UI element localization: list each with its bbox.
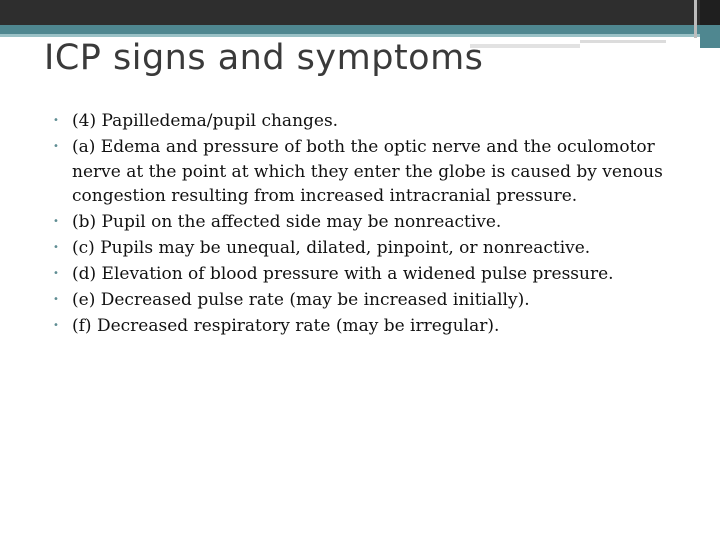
slide-title: ICP signs and symptoms [44,38,484,78]
bullet-text: (4) Papilledema/pupil changes. [72,111,339,131]
bullet-dot-icon: • [53,242,59,253]
bullet-text: (d) Elevation of blood pressure with a widened pulse pressure. [72,264,614,284]
bullet-dot-icon: • [53,141,59,152]
top-teal-light-bar [0,34,720,37]
bullet-dot-icon: • [53,115,59,126]
top-dark-bar [0,0,720,25]
bullet-item [50,109,690,134]
bullet-item [50,288,690,313]
corner-block-dark [700,0,720,25]
bullet-text: (e) Decreased pulse rate (may be increased initially). [72,290,530,310]
accent-line [470,44,580,48]
bullet-dot-icon: • [53,216,59,227]
top-teal-bar [0,25,720,34]
bullet-item [50,262,690,287]
bullet-text: (b) Pupil on the affected side may be nonreactive. [72,212,502,232]
bullet-item [50,135,690,209]
corner-stripe [694,0,697,38]
bullet-dot-icon: • [53,320,59,331]
bullet-item [50,236,690,261]
bullet-dot-icon: • [53,268,59,279]
bullet-text: (f) Decreased respiratory rate (may be irregular). [72,316,500,336]
bullet-text: (a) Edema and pressure of both the optic nerve and the oculomotor nerve at the point at which they enter the globe is caused by venous congestion resulting from increased intracranial pressure. [72,137,663,206]
bullet-list [50,109,690,340]
accent-line [580,40,666,43]
bullet-item [50,314,690,339]
bullet-dot-icon: • [53,294,59,305]
bullet-text: (c) Pupils may be unequal, dilated, pinpoint, or nonreactive. [72,238,591,258]
bullet-item [50,210,690,235]
